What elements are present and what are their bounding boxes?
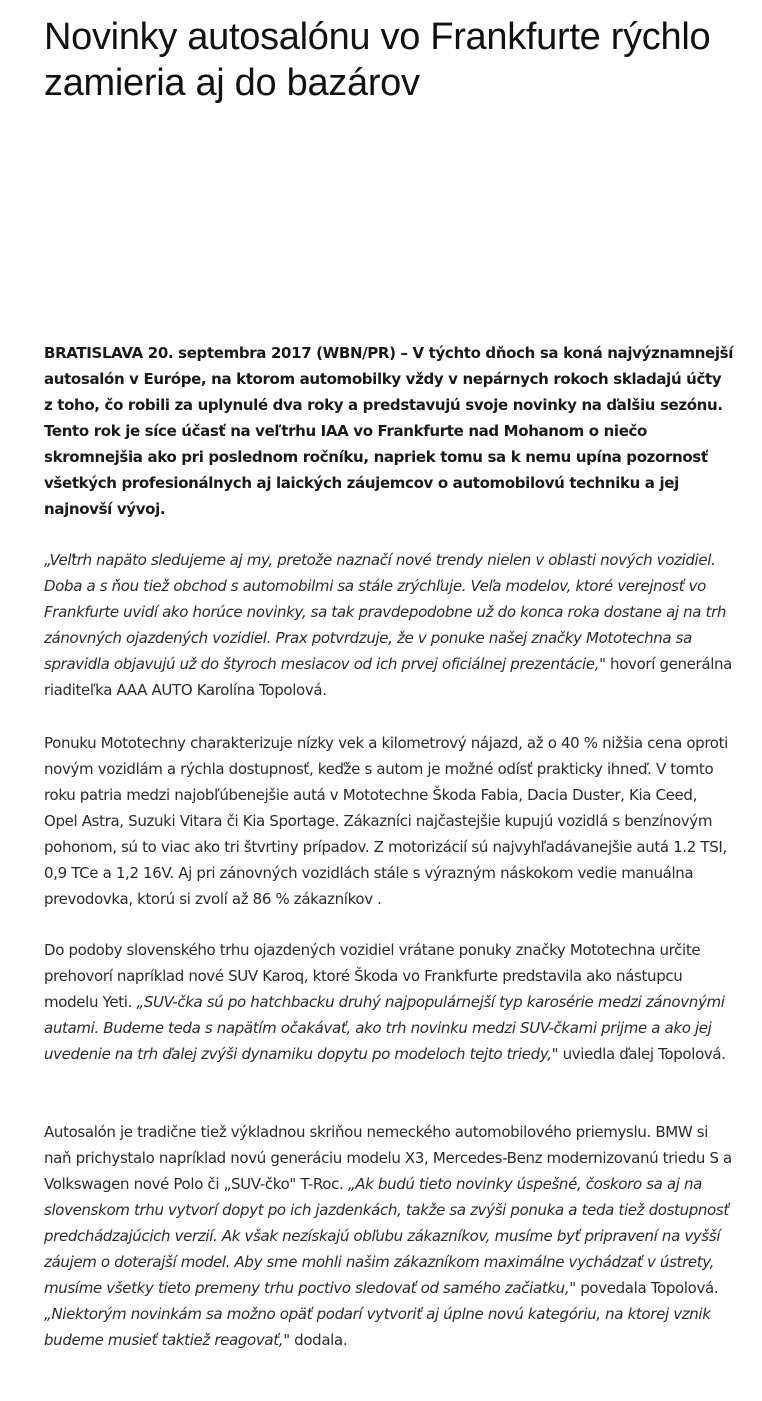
quote-text: „Niektorým novinkám sa možno opäť podarí vytvoriť aj úplne novú kategóriu, na ktorej vznik budeme musieť taktiež reagovať, bbox=[44, 1305, 711, 1349]
attribution-text: " povedala Topolová. bbox=[569, 1279, 719, 1297]
attribution-text: " uviedla ďalej Topolová. bbox=[551, 1045, 726, 1063]
quote-text: „SUV-čka sú po hatchbacku druhý najpopulárnejší typ karosérie medzi zánovnými autami. Budeme teda s napätím očakávať, ako trh novinku medzi SUV-čkami prijme a ako jej uvedenie na trh ďalej zvýši dynamiku dopytu po modeloch tejto triedy, bbox=[44, 993, 725, 1063]
paragraph-text: Do podoby slovenského trhu ojazdených vozidiel vrátane ponuky značky Mototechna určite prehovorí napríklad nové SUV Karoq, ktoré Škoda vo Frankfurte predstavila ako nástupcu modelu Yeti. bbox=[44, 941, 701, 1011]
paragraph-karoq bbox=[44, 937, 734, 1067]
quote-text: „Ak budú tieto novinky úspešné, čoskoro sa aj na slovenskom trhu vytvorí dopyt po ich jazdenkách, takže sa zvýši ponuka a teda tiež dostupnosť predchádzajúcich verzií. Ak však nezískajú obľubu zákazníkov, musíme byť pripravení na vyšší záujem o doterajší model. Aby sme mohli našim zákazníkom maximálne vychádzať v ústrety, musíme všetky tieto premeny trhu poctivo sledovať od samého začiatku, bbox=[44, 1175, 729, 1297]
paragraph-mototechna-offer: Ponuku Mototechny charakterizuje nízky vek a kilometrový nájazd, až o 40 % nižšia cena oproti novým vozidlám a rýchla dostupnosť, keďže s autom je možné odísť prakticky ihneď. V tomto roku patria medzi najobľúbenejšie autá v Mototechne Škoda Fabia, Dacia Duster, Kia Ceed, Opel Astra, Suzuki Vitara či Kia Sportage. Zákazníci najčastejšie kupujú vozidlá s benzínovým pohonom, sú to viac ako tri štvrtiny prípadov. Z motorizácií sú najvyhľadávanejšie autá 1.2 TSI, 0,9 TCe a 1,2 16V. Aj pri zánovných vozidlách stále s výrazným náskokom vedie manuálna prevodovka, ktorú si zvolí až 86 % zákazníkov . bbox=[44, 734, 728, 908]
paragraph-german-industry bbox=[44, 1119, 734, 1353]
article-lead: BRATISLAVA 20. septembra 2017 (WBN/PR) – V týchto dňoch sa koná najvýznamnejší autosalón v Európe, na ktorom automobilky vždy v nepárnych rokoch skladajú účty z toho, čo robili za uplynulé dva roky a predstavujú svoje novinky na ďalšiu sezónu. Tento rok je síce účasť na veľtrhu IAA vo Frankfurte nad Mohanom o niečo skromnejšia ako pri poslednom ročníku, napriek tomu sa k nemu upína pozornosť všetkých profesionálnych aj laických záujemcov o automobilovú techniku a jej najnovší vývoj. bbox=[44, 344, 734, 518]
paragraph-quote-topolova bbox=[44, 547, 734, 703]
article-title: Novinky autosalónu vo Frankfurte rýchlo zamieria aj do bazárov bbox=[44, 16, 711, 104]
attribution-text: " hovorí generálna riaditeľka AAA AUTO Karolína Topolová. bbox=[44, 655, 733, 699]
paragraph-text: Autosalón je tradične tiež výkladnou skriňou nemeckého automobilového priemyslu. BMW si naň prichystalo napríklad novú generáciu modelu X3, Mercedes-Benz modernizovanú triedu S a Volkswagen nové Polo či „SUV-čko" T-Roc. bbox=[44, 1123, 732, 1193]
quote-text: „Veľtrh napäto sledujeme aj my, pretože naznačí nové trendy nielen v oblasti nových vozidiel. Doba a s ňou tiež obchod s automobilmi sa stále zrýchľuje. Veľa modelov, ktoré verejnosť vo Frankfurte uvidí ako horúce novinky, sa tak pravdepodobne už do konca roka dostane aj na trh zánovných ojazdených vozidiel. Prax potvrdzuje, že v ponuke našej značky Mototechna sa spravidla objavujú už do štyroch mesiacov od ich prvej oficiálnej prezentácie, bbox=[44, 551, 727, 673]
attribution-text: " dodala. bbox=[283, 1331, 348, 1349]
